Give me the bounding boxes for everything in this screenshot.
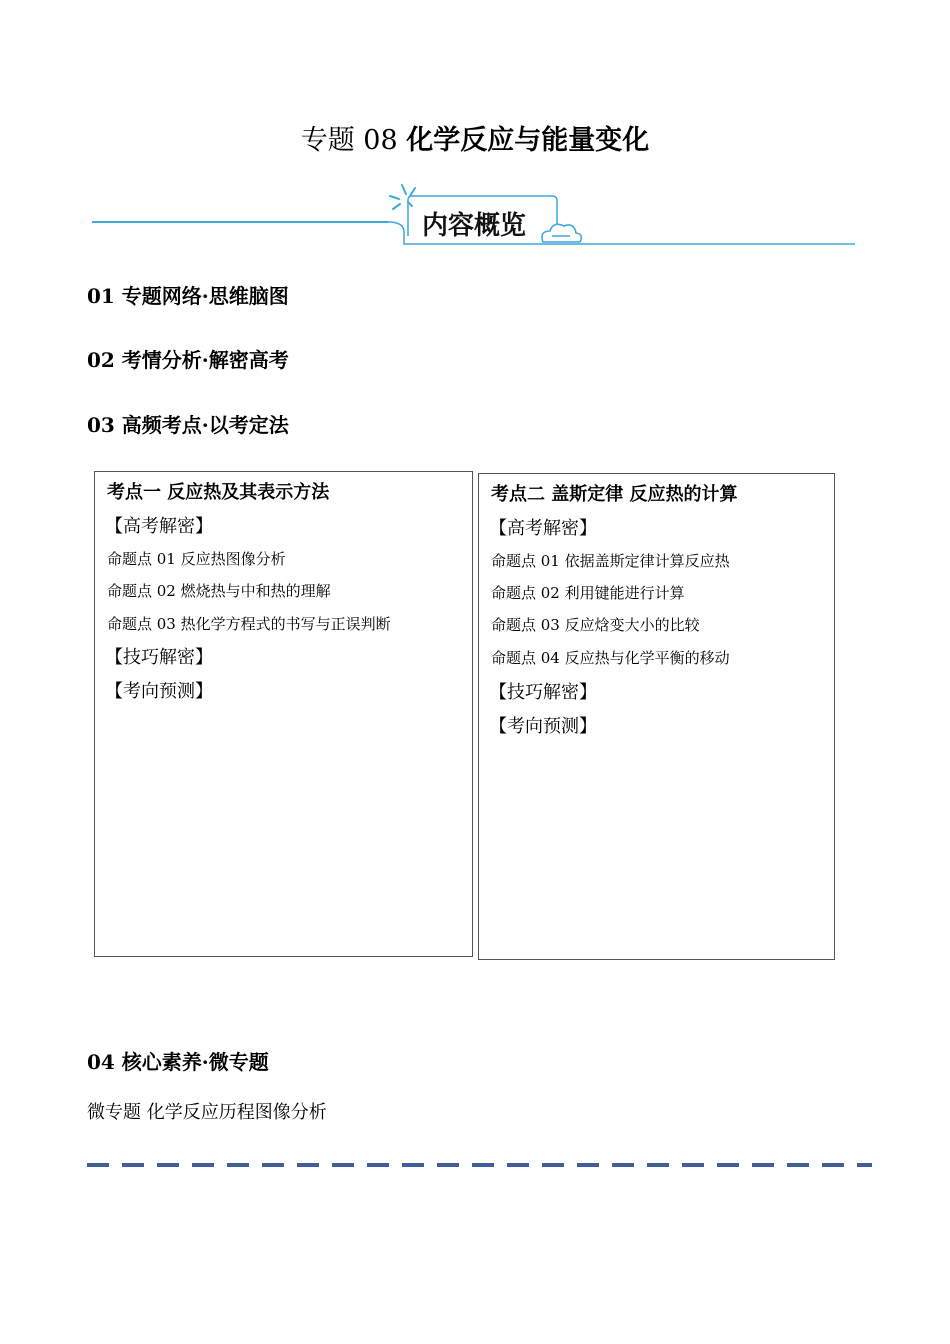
section-high-frequency: 03 高频考点·以考定法: [87, 413, 289, 437]
box2-tag-exam: 【高考解密】: [489, 518, 597, 539]
title-main: 化学反应与能量变化: [406, 125, 650, 156]
sparkle-icon: [390, 185, 415, 209]
box2-title: 考点二 盖斯定律 反应热的计算: [491, 484, 738, 505]
micro-topic: 微专题 化学反应历程图像分析: [87, 1102, 327, 1123]
box2-item: 命题点 02 利用键能进行计算: [491, 584, 685, 602]
section-exam-analysis: 02 考情分析·解密高考: [87, 348, 289, 372]
box1-item: 命题点 03 热化学方程式的书写与正误判断: [107, 615, 391, 633]
topic-box-1: [94, 471, 473, 957]
box2-item: 命题点 03 反应焓变大小的比较: [491, 616, 700, 634]
topic-box-2: [478, 473, 835, 960]
box1-tag-forecast: 【考向预测】: [105, 681, 213, 702]
box2-item: 命题点 01 依据盖斯定律计算反应热: [491, 552, 730, 570]
cloud-icon: [542, 224, 581, 242]
box2-tag-forecast: 【考向预测】: [489, 716, 597, 737]
section-core-literacy: 04 核心素养·微专题: [87, 1050, 269, 1074]
box2-item: 命题点 04 反应热与化学平衡的移动: [491, 649, 730, 667]
box1-tag-skill: 【技巧解密】: [105, 647, 213, 668]
box1-tag-exam: 【高考解密】: [105, 516, 213, 537]
title-prefix: 专题 08: [300, 125, 398, 156]
box1-item: 命题点 01 反应热图像分析: [107, 550, 286, 568]
box2-tag-skill: 【技巧解密】: [489, 682, 597, 703]
dashed-divider: [87, 1161, 872, 1169]
page-title: [0, 118, 950, 157]
banner-label: 内容概览: [422, 211, 527, 241]
box1-title: 考点一 反应热及其表示方法: [107, 482, 330, 503]
section-mind-map: 01 专题网络·思维脑图: [87, 284, 289, 308]
box1-item: 命题点 02 燃烧热与中和热的理解: [107, 582, 331, 600]
content-overview-banner: [90, 182, 860, 252]
